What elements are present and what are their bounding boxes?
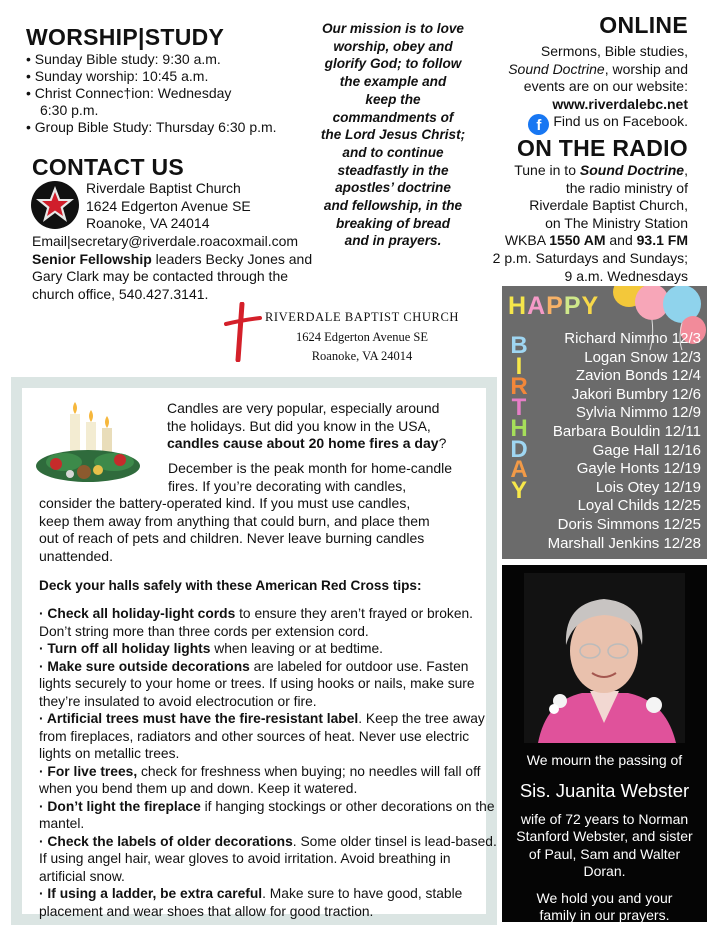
- mission-line: the Lord Jesus Christ;: [320, 127, 466, 143]
- memorial-name: Sis. Juanita Webster: [519, 779, 690, 801]
- candle-intro: [167, 400, 497, 453]
- facebook-label: Find us on Facebook.: [553, 113, 688, 129]
- birthday-letter: I: [515, 352, 523, 380]
- online-line: Sermons, Bible studies,: [540, 43, 688, 59]
- tip-text: are labeled for outdoor use. Fasten lights securely to your home or trees. If using hooks or nails, make sure they’re insulated to avoid electrocution or fire.: [39, 658, 475, 709]
- logo-city: Roanoke, VA 24014: [311, 349, 413, 363]
- birthday-letter: D: [510, 435, 528, 463]
- article-line: keep them away from anything that could burn, and place them: [39, 512, 430, 529]
- tip-text: . Some older tinsel is lead-based. If using angel hair, wear gloves to avoid irritation. Avoid breathing in artificial snow.: [39, 833, 497, 884]
- tip-item: [39, 798, 497, 833]
- church-address: [86, 180, 251, 233]
- online-line: [458, 61, 688, 79]
- church-name: Riverdale Baptist Church: [86, 180, 241, 196]
- memorial-line: Doran.: [583, 863, 626, 879]
- memorial-line: of Paul, Sam and Walter: [528, 845, 681, 862]
- tip-item: [39, 640, 497, 658]
- city-state: Roanoke, VA 24014: [86, 215, 210, 231]
- star-icon: [31, 181, 79, 229]
- mission-line: steadfastly in the: [337, 162, 449, 178]
- birthday-entry: Gayle Honts 12/19: [576, 460, 701, 478]
- radio-text: Tune in to: [514, 162, 580, 178]
- tip-item: [39, 833, 497, 886]
- birthday-entry: Marshall Jenkins 12/28: [547, 534, 701, 552]
- birthday-letter: H: [510, 414, 528, 442]
- portrait-photo: [524, 573, 685, 743]
- tip-title: · Make sure outside decorations: [39, 658, 250, 674]
- logo-street: 1624 Edgerton Avenue SE: [295, 330, 429, 344]
- mission-line: keep the: [365, 91, 421, 107]
- tip-text: when leaving or at bedtime.: [210, 641, 383, 656]
- article-line: Candles are very popular, especially around: [167, 400, 440, 416]
- happy-title: [508, 292, 599, 321]
- radio-line: 2 p.m. Saturdays and Sundays;: [492, 249, 688, 266]
- candles-wreath-icon: [34, 400, 140, 488]
- birthday-vertical-title: [508, 332, 530, 504]
- senior-fellowship-label: Senior Fellowship: [32, 250, 152, 267]
- happy-letter: P: [563, 292, 582, 320]
- article-line: [167, 435, 497, 453]
- radio-line: on The Ministry Station: [545, 214, 688, 231]
- tip-title: · Turn off all holiday lights: [39, 641, 211, 656]
- article-line: out of reach of pets and children. Never leave burning candles: [39, 530, 425, 547]
- memorial-line: wife of 72 years to Norman: [520, 810, 689, 827]
- radio-line: [448, 232, 688, 250]
- memorial-line: We hold you and your: [536, 889, 673, 906]
- radio-text: ,: [684, 162, 688, 178]
- candle-fire-stat: candles cause about 20 home fires a day: [167, 435, 439, 452]
- facebook-link[interactable]: [458, 113, 688, 135]
- birthday-letter: A: [510, 456, 528, 484]
- tip-title: · Artificial trees must have the fire-resistant label: [39, 711, 359, 726]
- mission-line: and to continue: [342, 144, 444, 160]
- tip-item: [39, 658, 497, 711]
- article-line: unattended.: [39, 547, 113, 564]
- online-info: [458, 43, 688, 135]
- cross-icon: [222, 302, 264, 362]
- radio-line: 9 a.m. Wednesdays: [564, 267, 688, 284]
- tip-item: [39, 763, 497, 798]
- mission-line: and fellowship, in the: [323, 198, 463, 214]
- candle-advice-top: [168, 460, 498, 495]
- mission-line: worship, obey and: [333, 38, 453, 54]
- memorial-text: [502, 752, 707, 925]
- happy-letter: A: [527, 292, 547, 320]
- memorial-intro: We mourn the passing of: [526, 752, 683, 768]
- fellowship-line: [32, 251, 352, 269]
- article-line: consider the battery-operated kind. If you must use candles,: [39, 495, 411, 511]
- article-line: December is the peak month for home-candle: [168, 460, 453, 476]
- tip-text: to ensure they aren’t frayed or broken. Don’t string more than three cords per extension cord.: [39, 606, 474, 639]
- article-text: ?: [438, 435, 447, 452]
- birthday-entry: Lois Otey 12/19: [595, 478, 701, 496]
- tips-list: [39, 605, 497, 920]
- contact-heading: CONTACT US: [32, 154, 185, 180]
- online-line-text: , worship and: [604, 60, 688, 77]
- contact-details: [32, 233, 352, 303]
- online-heading: ONLINE: [599, 12, 688, 38]
- memorial-line: family in our prayers.: [539, 907, 670, 923]
- birthday-entry: Loyal Childs 12/25: [577, 497, 701, 515]
- tip-item: [39, 885, 497, 920]
- birthday-entry: Sylvia Nimmo 12/9: [575, 404, 701, 422]
- tips-heading: Deck your halls safely with these American Red Cross tips:: [39, 578, 422, 593]
- tip-title: · Don’t light the fireplace: [39, 798, 201, 814]
- article-line: the holidays. But did you know in the USA,: [167, 417, 431, 434]
- fm-frequency: 93.1 FM: [636, 232, 688, 249]
- tip-text: . Make sure to have good, stable placement and wear shoes that allow for good traction.: [39, 886, 463, 919]
- am-frequency: 1550 AM: [549, 232, 606, 249]
- street-address: 1624 Edgerton Avenue SE: [86, 197, 251, 214]
- schedule-item: • Christ Connec†ion: Wednesday: [26, 85, 232, 101]
- birthday-letter: R: [510, 373, 528, 401]
- fellowship-text: leaders Becky Jones and: [151, 250, 313, 267]
- mission-line: and in prayers.: [344, 233, 442, 249]
- tip-text: if hanging stockings or other decorations on the mantel.: [39, 798, 495, 831]
- facebook-icon: f: [528, 114, 549, 135]
- worship-schedule: [26, 51, 326, 136]
- radio-line: the radio ministry of: [565, 179, 688, 196]
- radio-line: Riverdale Baptist Church,: [529, 197, 688, 214]
- mission-statement: [318, 20, 468, 250]
- birthday-entry: Jakori Bumbry 12/6: [571, 385, 701, 403]
- tip-item: [39, 605, 497, 640]
- schedule-item: 6:30 p.m.: [40, 102, 99, 118]
- birthday-letter: B: [510, 332, 528, 359]
- schedule-item: • Group Bible Study: Thursday 6:30 p.m.: [26, 119, 277, 135]
- mission-line: breaking of bread: [335, 215, 451, 231]
- tip-text: check for freshness when buying; no needles will fall off when you bend them up and down. Keep it watered.: [39, 763, 481, 796]
- cross-logo: [222, 302, 264, 362]
- memorial-photo: [524, 573, 685, 743]
- radio-text: and: [605, 232, 637, 249]
- birthday-entry: Zavion Bonds 12/4: [575, 367, 701, 385]
- birthday-entry: Gage Hall 12/16: [592, 441, 701, 459]
- birthday-entry: Barbara Bouldin 12/11: [552, 422, 701, 440]
- fellowship-line: church office, 540.427.3141.: [32, 285, 209, 302]
- birthday-list: [548, 330, 701, 553]
- memorial-box: [502, 565, 707, 922]
- tip-text: . Keep the tree away from fireplaces, radiators and other sources of heat. Never use electric lights on metallic trees.: [39, 711, 485, 761]
- mission-line: apostles’ doctrine: [335, 180, 451, 196]
- online-program-name: Sound Doctrine: [508, 60, 605, 77]
- radio-program-name: Sound Doctrine: [579, 162, 685, 178]
- schedule-item: • Sunday worship: 10:45 a.m.: [26, 68, 209, 84]
- logo-text: [262, 310, 462, 364]
- candle-advice: [39, 495, 499, 565]
- website-link[interactable]: www.riverdalebc.net: [552, 95, 688, 112]
- schedule-item: • Sunday Bible study: 9:30 a.m.: [26, 51, 221, 67]
- birthday-box: [502, 286, 707, 559]
- radio-text: WKBA: [504, 232, 550, 249]
- fellowship-line: Gary Clark may be contacted through the: [32, 268, 289, 284]
- tip-item: [39, 710, 497, 763]
- happy-letter: P: [546, 292, 564, 320]
- birthday-entry: Logan Snow 12/3: [584, 348, 701, 366]
- mission-line: the example and: [339, 74, 447, 90]
- tip-title: · If using a ladder, be extra careful: [39, 886, 263, 901]
- online-line: events are on our website:: [523, 78, 688, 94]
- church-star-logo: [31, 181, 79, 229]
- email-link[interactable]: Email|secretary@riverdale.roacoxmail.com: [32, 233, 299, 249]
- radio-info: [448, 162, 688, 285]
- happy-letter: H: [508, 292, 528, 320]
- worship-heading: WORSHIP|STUDY: [26, 24, 225, 50]
- mission-line: Our mission is to love: [321, 21, 464, 36]
- logo-church-name: RIVERDALE BAPTIST CHURCH: [264, 310, 460, 324]
- birthday-letter: Y: [510, 476, 527, 504]
- mission-line: glorify God; to follow: [324, 56, 462, 72]
- birthday-letter: T: [511, 394, 527, 422]
- radio-line: [448, 162, 688, 180]
- tip-title: · Check all holiday-light cords: [39, 606, 236, 621]
- mission-line: commandments of: [332, 109, 454, 125]
- tip-title: · Check the labels of older decorations: [39, 833, 293, 849]
- birthday-entry: Doris Simmons 12/25: [557, 515, 701, 533]
- tip-title: · For live trees,: [39, 763, 138, 779]
- safety-article: [11, 377, 497, 925]
- happy-letter: Y: [581, 292, 600, 320]
- birthday-entry: Richard Nimmo 12/3: [564, 330, 701, 347]
- radio-heading: ON THE RADIO: [517, 135, 688, 161]
- article-line: fires. If you’re decorating with candles,: [168, 477, 407, 494]
- memorial-line: Stanford Webster, and sister: [516, 828, 693, 844]
